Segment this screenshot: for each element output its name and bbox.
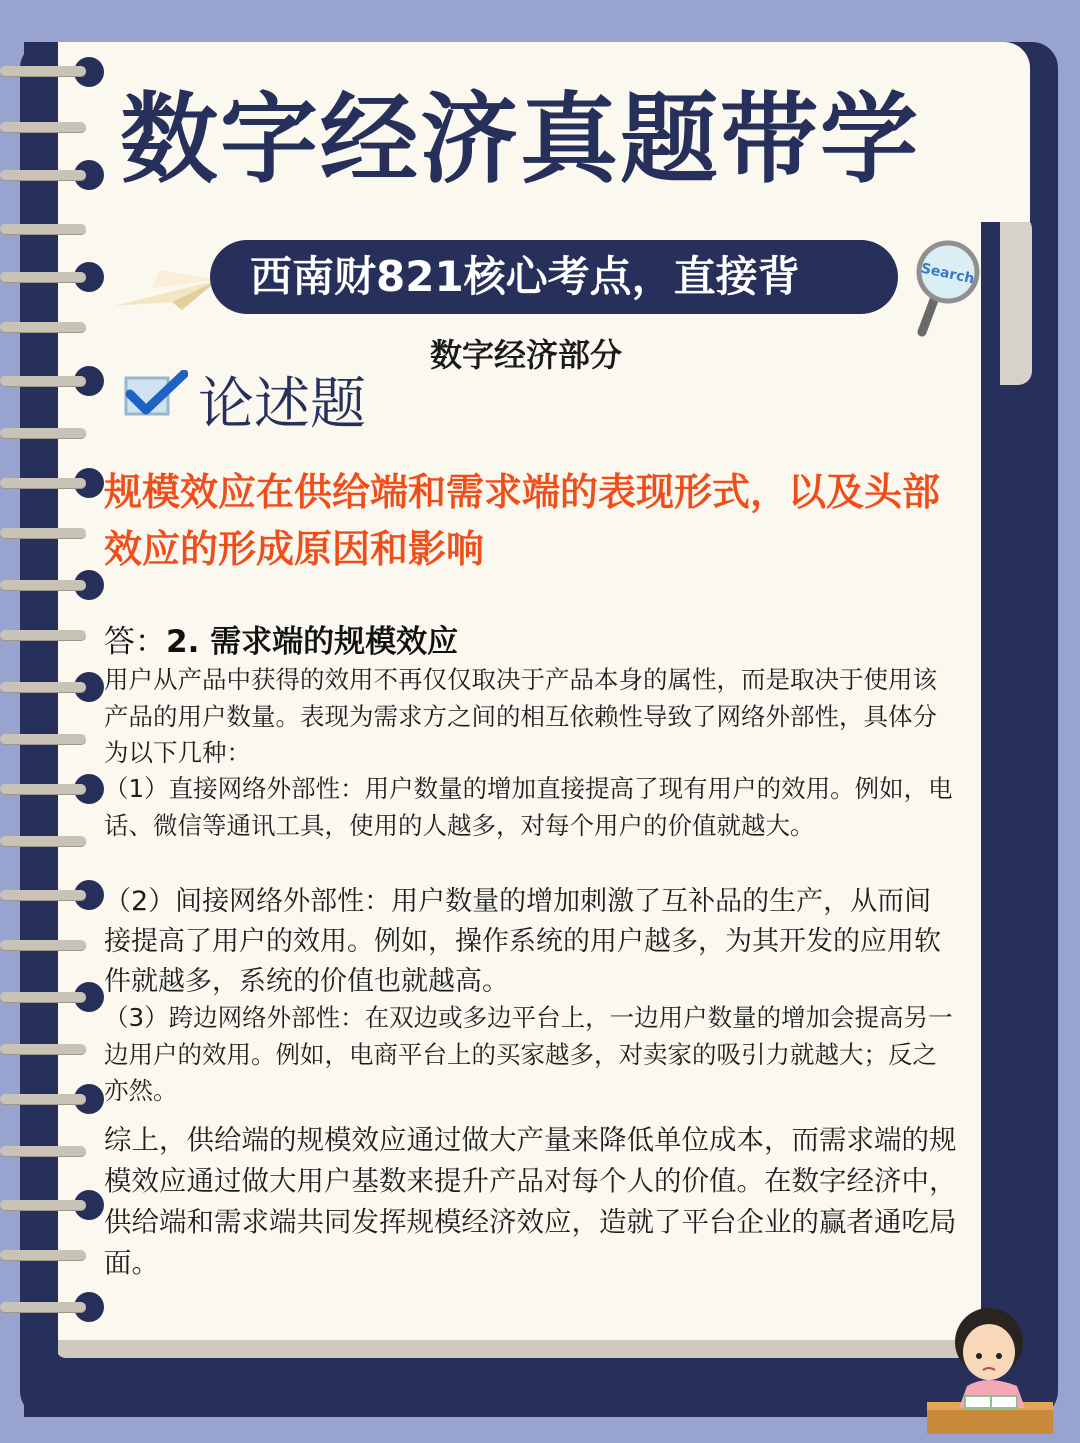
binding-ring: [0, 272, 86, 282]
answer-point-3: （3）跨边网络外部性：在双边或多边平台上，一边用户数量的增加会提高另一边用户的效用。例如，电商平台上的买家越多，对卖家的吸引力就越大；反之亦然。: [104, 1003, 953, 1105]
binding-ring: [0, 630, 86, 640]
binding-ring: [0, 528, 86, 538]
binding-ring: [0, 1250, 86, 1260]
binding-ring: [0, 322, 86, 332]
paper-plane-icon: [112, 262, 222, 312]
binding-ring: [0, 66, 86, 76]
answer-point-1: （1）直接网络外部性：用户数量的增加直接提高了现有用户的效用。例如，电话、微信等通讯工具，使用的人越多，对每个用户的价值就越大。: [104, 774, 953, 840]
student-illustration: [925, 1290, 1055, 1435]
binding-ring: [0, 784, 86, 794]
binding-ring: [0, 122, 86, 132]
binding-ring: [0, 734, 86, 744]
binding-ring: [0, 836, 86, 846]
magnifier-label: Search: [919, 260, 976, 288]
binding-ring: [0, 428, 86, 438]
binding-ring: [0, 376, 86, 386]
binding-ring: [0, 682, 86, 692]
binding-ring: [0, 1044, 86, 1054]
answer-heading-text: 2. 需求端的规模效应: [166, 624, 459, 660]
question-text: 规模效应在供给端和需求端的表现形式，以及头部效应的形成原因和影响: [104, 470, 941, 571]
answer-prefix: 答：: [104, 624, 166, 660]
section-subtitle: 数字经济部分: [430, 336, 623, 374]
answer-point-2: （2）间接网络外部性：用户数量的增加刺激了互补品的生产，从而间接提高了用户的效用。例如，操作系统的用户越多，为其开发的应用软件就越多，系统的价值也就越高。: [104, 886, 941, 997]
answer-heading: [104, 616, 458, 661]
binding-ring: [0, 940, 86, 950]
spiral-binding: [0, 0, 110, 1443]
binding-ring: [0, 1302, 86, 1312]
page-title: 数字经济真题带学: [120, 83, 921, 197]
binding-ring: [0, 478, 86, 488]
checkbox-icon: [122, 370, 188, 420]
answer-conclusion: 综上，供给端的规模效应通过做大产量来降低单位成本，而需求端的规模效应通过做大用户基数来提升产品对每个人的价值。在数字经济中，供给端和需求端共同发挥规模经济效应，造就了平台企业的赢者通吃局面。: [104, 1124, 957, 1279]
section-heading: 论述题: [198, 372, 366, 437]
binding-ring: [0, 224, 86, 234]
banner-text: 西南财821核心考点，直接背: [250, 252, 800, 301]
binding-ring: [0, 1146, 86, 1156]
answer-intro: 用户从产品中获得的效用不再仅仅取决于产品本身的属性，而是取决于使用该产品的用户数量。表现为需求方之间的相互依赖性导致了网络外部性，具体分为以下几种：: [104, 665, 937, 767]
binding-ring: [0, 890, 86, 900]
binding-ring: [0, 1094, 86, 1104]
notebook-tab: [1000, 215, 1032, 385]
binding-ring: [0, 580, 86, 590]
binding-ring: [0, 992, 86, 1002]
binding-ring: [0, 1200, 86, 1210]
binding-ring: [0, 170, 86, 180]
magnifier-icon: [912, 238, 984, 338]
